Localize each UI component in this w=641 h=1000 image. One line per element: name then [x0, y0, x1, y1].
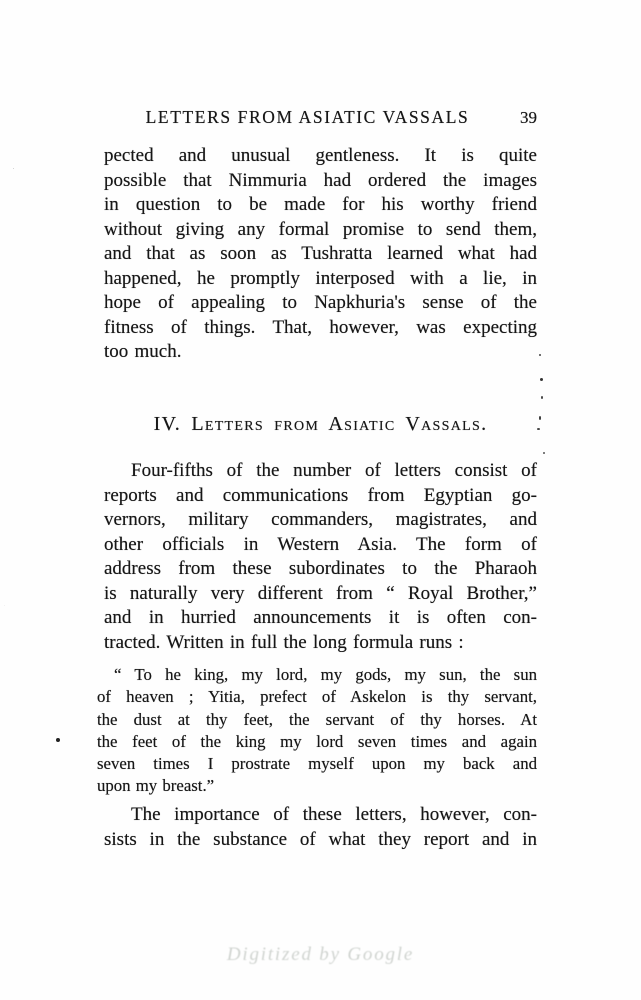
text-line: “ To he king, my lord, my gods, my sun, the sun	[114, 665, 537, 684]
section-heading: IV. Letters from Asiatic Vassals.	[153, 413, 488, 435]
noise-texture	[0, 0, 46, 1000]
text-line: and that as soon as Tushratta learned what had	[104, 243, 537, 264]
text-line: other officials in Western Asia. The form of	[104, 533, 537, 555]
paragraph-continued	[104, 144, 537, 365]
text-line: hope of appealing to Napkhuria's sense of the	[104, 292, 537, 313]
ink-speck	[543, 452, 545, 454]
text-line: the dust at thy feet, the servant of thy horses. At	[97, 709, 537, 729]
digitized-watermark: Digitized by Google	[226, 944, 415, 965]
page-number: 39	[520, 108, 537, 127]
ink-speck	[540, 378, 543, 381]
text-line: tracted. Written in full the long formula runs :	[104, 631, 464, 653]
text-line: happened, he promptly interposed with a lie, in	[104, 267, 537, 289]
text-line: vernors, military commanders, magistrates, and	[104, 509, 537, 530]
ink-speck	[541, 396, 543, 399]
text-line: of heaven ; Yitia, prefect of Askelon is thy servant,	[97, 687, 537, 707]
text-line: sists in the substance of what they report and in	[104, 829, 537, 850]
text-line: the feet of the king my lord seven times and again	[97, 731, 537, 751]
ink-speck	[537, 428, 540, 430]
running-header-title: LETTERS FROM ASIATIC VASSALS	[145, 107, 470, 127]
text-line: address from these subordinates to the Pharaoh	[104, 558, 537, 579]
block-quote	[97, 664, 537, 798]
paragraph	[104, 802, 537, 852]
scan-binding-noise	[0, 0, 46, 1000]
text-line: fitness of things. That, however, was expecting	[104, 316, 537, 338]
text-line: too much.	[104, 341, 182, 362]
running-header	[104, 107, 537, 131]
text-line: reports and communications from Egyptian go-	[104, 484, 537, 506]
text-line: possible that Nimmuria had ordered the images	[104, 169, 537, 191]
ink-speck	[56, 738, 60, 742]
text-line: and in hurried announcements it is often con-	[104, 607, 537, 628]
text-line: The importance of these letters, however, con-	[131, 804, 537, 825]
text-line: in question to be made for his worthy friend	[104, 194, 537, 215]
ink-speck	[539, 416, 541, 420]
text-line: Four-fifths of the number of letters consist of	[131, 460, 537, 481]
text-line: is naturally very different from “ Royal Brother,”	[104, 582, 537, 604]
text-line: seven times I prostrate myself upon my back and	[97, 754, 537, 774]
ink-speck	[539, 354, 541, 356]
paragraph	[104, 459, 537, 655]
text-line: pected and unusual gentleness. It is quite	[104, 145, 537, 166]
text-line: upon my breast.”	[97, 776, 215, 796]
text-line: without giving any formal promise to send them,	[104, 218, 537, 240]
